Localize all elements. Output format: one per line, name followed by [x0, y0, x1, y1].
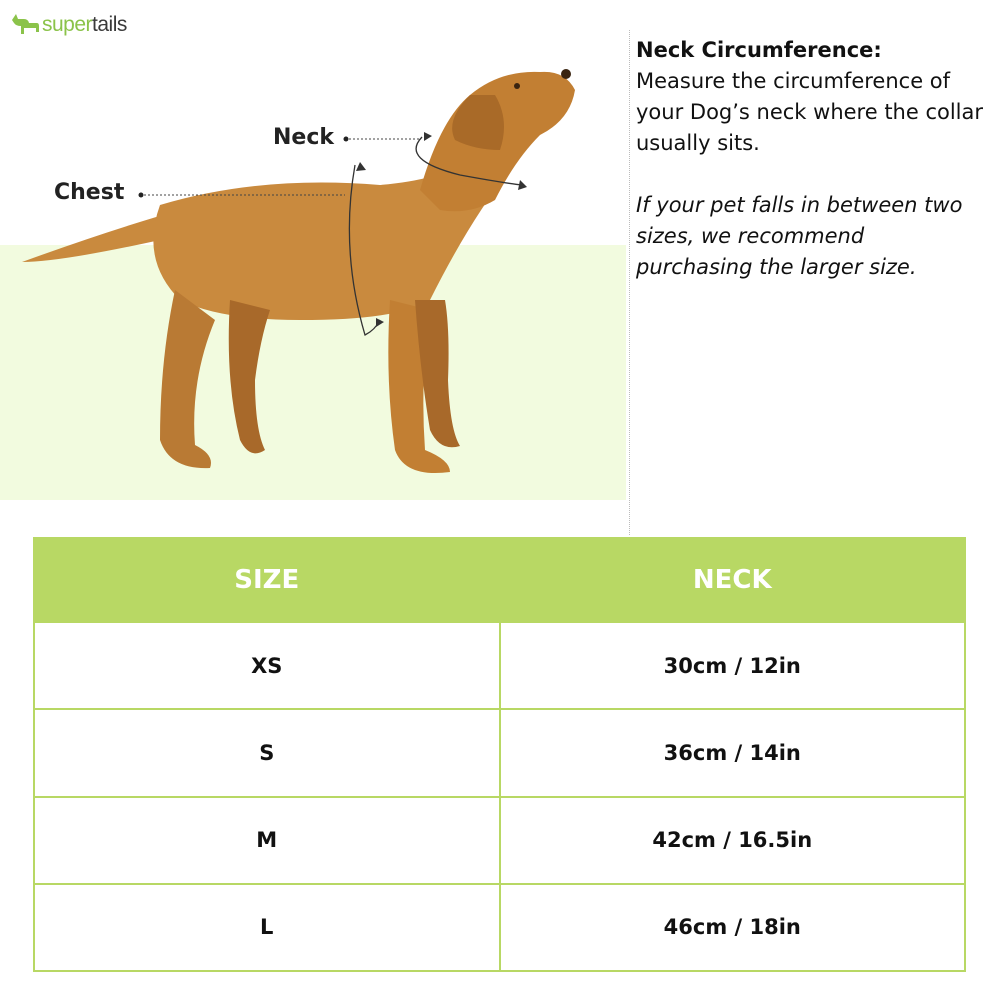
brand-logo — [10, 12, 127, 38]
neck-label: Neck — [273, 125, 335, 150]
table-header-row — [34, 538, 965, 622]
info-title: Neck Circumference: — [636, 38, 882, 62]
divider — [629, 30, 630, 535]
dog-logo-icon — [10, 12, 40, 38]
table-row — [34, 884, 965, 971]
size-cell: XS — [34, 622, 500, 709]
neck-cell: 36cm / 14in — [500, 709, 966, 796]
size-chart-table — [33, 537, 966, 972]
table-row — [34, 622, 965, 709]
measurement-info — [636, 35, 986, 283]
neck-cell: 30cm / 12in — [500, 622, 966, 709]
neck-cell: 42cm / 16.5in — [500, 797, 966, 884]
chest-label: Chest — [54, 180, 125, 205]
size-cell: L — [34, 884, 500, 971]
dog-illustration — [0, 50, 626, 500]
info-note: If your pet falls in between two sizes, we recommend purchasing the larger size. — [636, 193, 963, 279]
size-cell: M — [34, 797, 500, 884]
neck-column-header: NECK — [500, 538, 966, 622]
table-row — [34, 709, 965, 796]
size-column-header: SIZE — [34, 538, 500, 622]
table-row — [34, 797, 965, 884]
neck-cell: 46cm / 18in — [500, 884, 966, 971]
info-body: Measure the circumference of your Dog’s neck where the collar usually sits. — [636, 69, 984, 155]
size-cell: S — [34, 709, 500, 796]
brand-name: supertails — [42, 13, 127, 36]
